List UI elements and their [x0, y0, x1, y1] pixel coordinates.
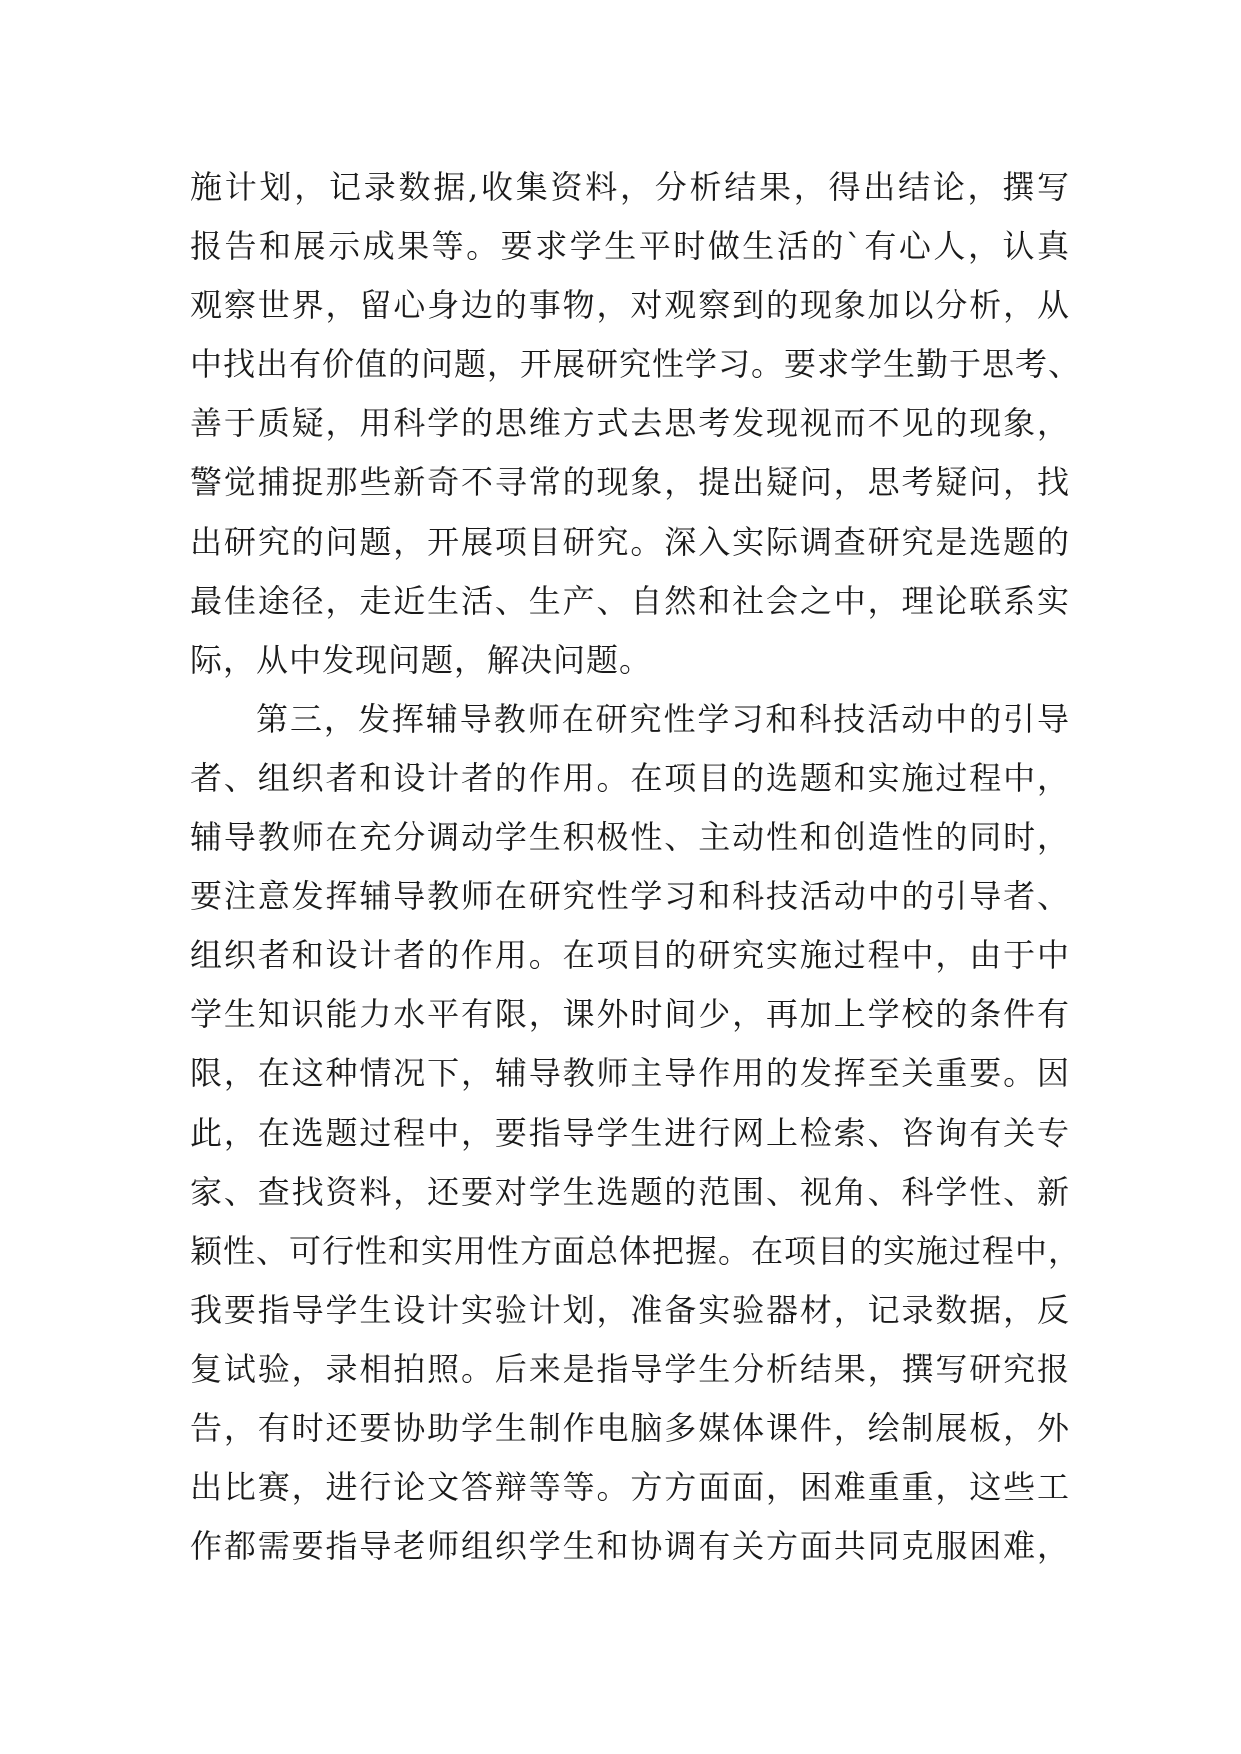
text-line: 家、查找资料，还要对学生选题的范围、视角、科学性、新	[190, 1172, 1070, 1211]
paragraph-start-line: 第三，发挥辅导教师在研究性学习和科技活动中的引导	[256, 699, 1070, 738]
text-line: 组织者和设计者的作用。在项目的研究实施过程中，由于中	[190, 936, 1070, 975]
text-line: 中找出有价值的问题，开展研究性学习。要求学生勤于思考、	[190, 345, 1082, 384]
text-line: 辅导教师在充分调动学生积极性、主动性和创造性的同时，	[190, 818, 1070, 857]
text-line: 善于质疑，用科学的思维方式去思考发现视而不见的现象，	[190, 404, 1070, 443]
text-line: 者、组织者和设计者的作用。在项目的选题和实施过程中，	[190, 758, 1070, 797]
text-line: 作都需要指导老师组织学生和协调有关方面共同克服困难，	[190, 1527, 1070, 1566]
text-line: 最佳途径，走近生活、生产、自然和社会之中，理论联系实	[190, 581, 1070, 620]
text-line: 学生知识能力水平有限，课外时间少，再加上学校的条件有	[190, 995, 1070, 1034]
text-line: 要注意发挥辅导教师在研究性学习和科技活动中的引导者、	[190, 877, 1070, 916]
text-line: 施计划，记录数据,收集资料，分析结果，得出结论，撰写	[190, 168, 1070, 206]
text-line: 限，在这种情况下，辅导教师主导作用的发挥至关重要。因	[190, 1054, 1070, 1093]
text-line: 复试验，录相拍照。后来是指导学生分析结果，撰写研究报	[190, 1349, 1070, 1388]
text-line: 警觉捕捉那些新奇不寻常的现象，提出疑问，思考疑问，找	[190, 463, 1070, 502]
text-line: 出比赛，进行论文答辩等等。方方面面，困难重重，这些工	[190, 1468, 1070, 1507]
text-line: 告，有时还要协助学生制作电脑多媒体课件，绘制展板，外	[190, 1408, 1070, 1447]
text-line: 我要指导学生设计实验计划，准备实验器材，记录数据，反	[190, 1290, 1070, 1329]
text-line: 报告和展示成果等。要求学生平时做生活的`有心人，认真	[190, 227, 1070, 266]
paragraph-end-line: 际，从中发现问题，解决问题。	[190, 640, 653, 679]
text-line: 此，在选题过程中，要指导学生进行网上检索、咨询有关专	[190, 1113, 1070, 1152]
text-line: 出研究的问题，开展项目研究。深入实际调查研究是选题的	[190, 522, 1070, 561]
body-text	[190, 158, 1082, 1576]
text-line: 观察世界，留心身边的事物，对观察到的现象加以分析，从	[190, 286, 1070, 325]
text-line: 颖性、可行性和实用性方面总体把握。在项目的实施过程中，	[190, 1231, 1082, 1270]
